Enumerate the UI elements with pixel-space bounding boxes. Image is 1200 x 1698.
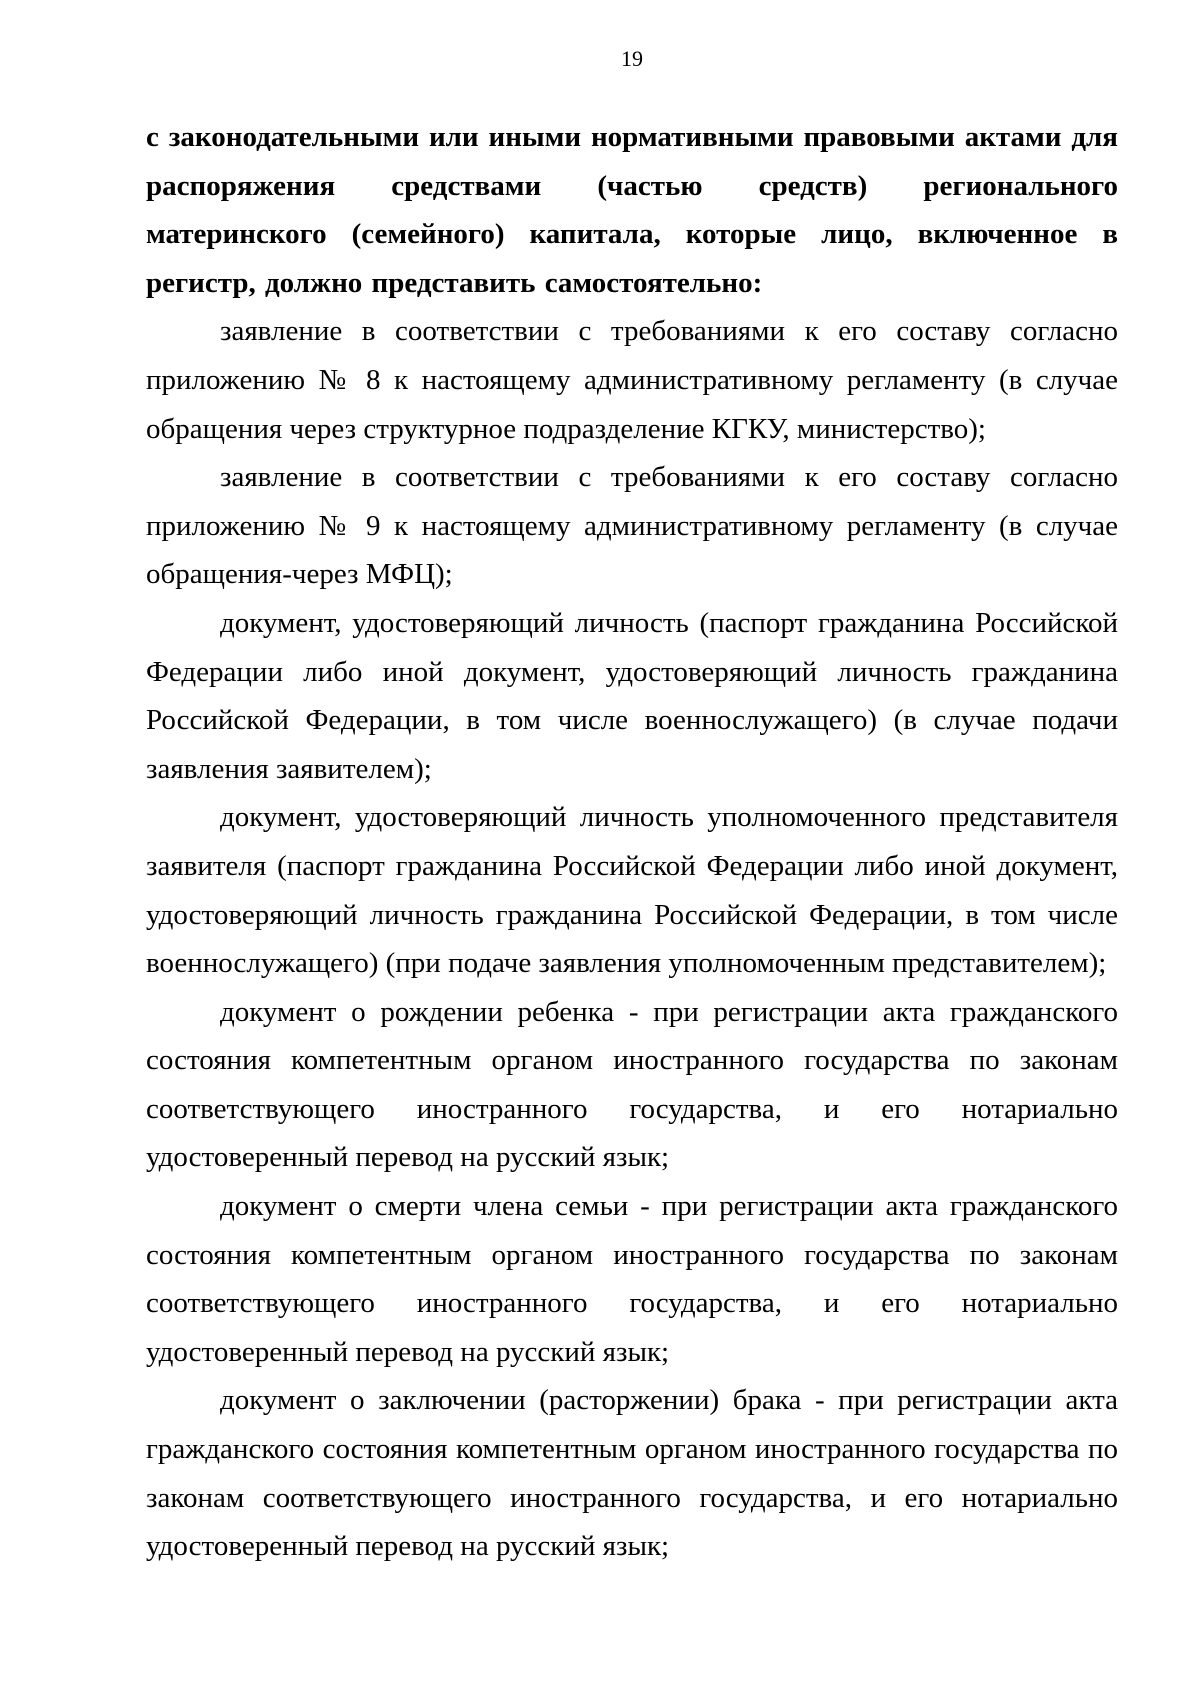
page-number: 19 xyxy=(621,46,643,71)
list-item-death-document: документ о смерти члена семьи - при регистрации акта гражданского состояния компетентным органом иностранного государства по законам соответствующего иностранного государства, и его нотариально удостоверенный перевод на русский язык; xyxy=(146,1190,1118,1368)
list-item-application-mfc: заявление в соответствии с требованиями к его составу согласно приложению № 9 к настоящему административному регламенту (в случае обращения-через МФЦ); xyxy=(146,461,1118,591)
list-item-marriage-document: документ о заключении (расторжении) брака - при регистрации акта гражданского состояния компетентным органом иностранного государства по законам соответствующего иностранного государства, и его нотариально удостоверенный перевод на русский язык; xyxy=(146,1384,1118,1563)
list-item-representative-id: документ, удостоверяющий личность уполномоченного представителя заявителя (паспорт гражданина Российской Федерации либо иной документ, удостоверяющий личность гражданина Российской Федерации, в том числе военнослужащего) (при подаче заявления уполномоченным представителем); xyxy=(146,801,1118,980)
list-item-birth-document: документ о рождении ребенка - при регистрации акта гражданского состояния компетентным органом иностранного государства по законам соответствующего иностранного государства, и его нотариально удостоверенный перевод на русский язык; xyxy=(146,995,1118,1174)
intro-paragraph: с законодательными или иными нормативными правовыми актами для распоряжения средствами (частью средств) регионального материнского (семейного) капитала, которые лицо, включенное в регистр, должно представить самостоятельно: xyxy=(146,121,1118,299)
document-body xyxy=(146,113,1118,1571)
list-item-application-ministry: заявление в соответствии с требованиями к его составу согласно приложению № 8 к настоящему административному регламенту (в случае обращения через структурное подразделение КГКУ, министерство); xyxy=(146,315,1118,445)
list-item-applicant-id: документ, удостоверяющий личность (паспорт гражданина Российской Федерации либо иной документ, удостоверяющий личность гражданина Российской Федерации, в том числе военнослужащего) (в случае подачи заявления заявителем); xyxy=(146,606,1118,785)
